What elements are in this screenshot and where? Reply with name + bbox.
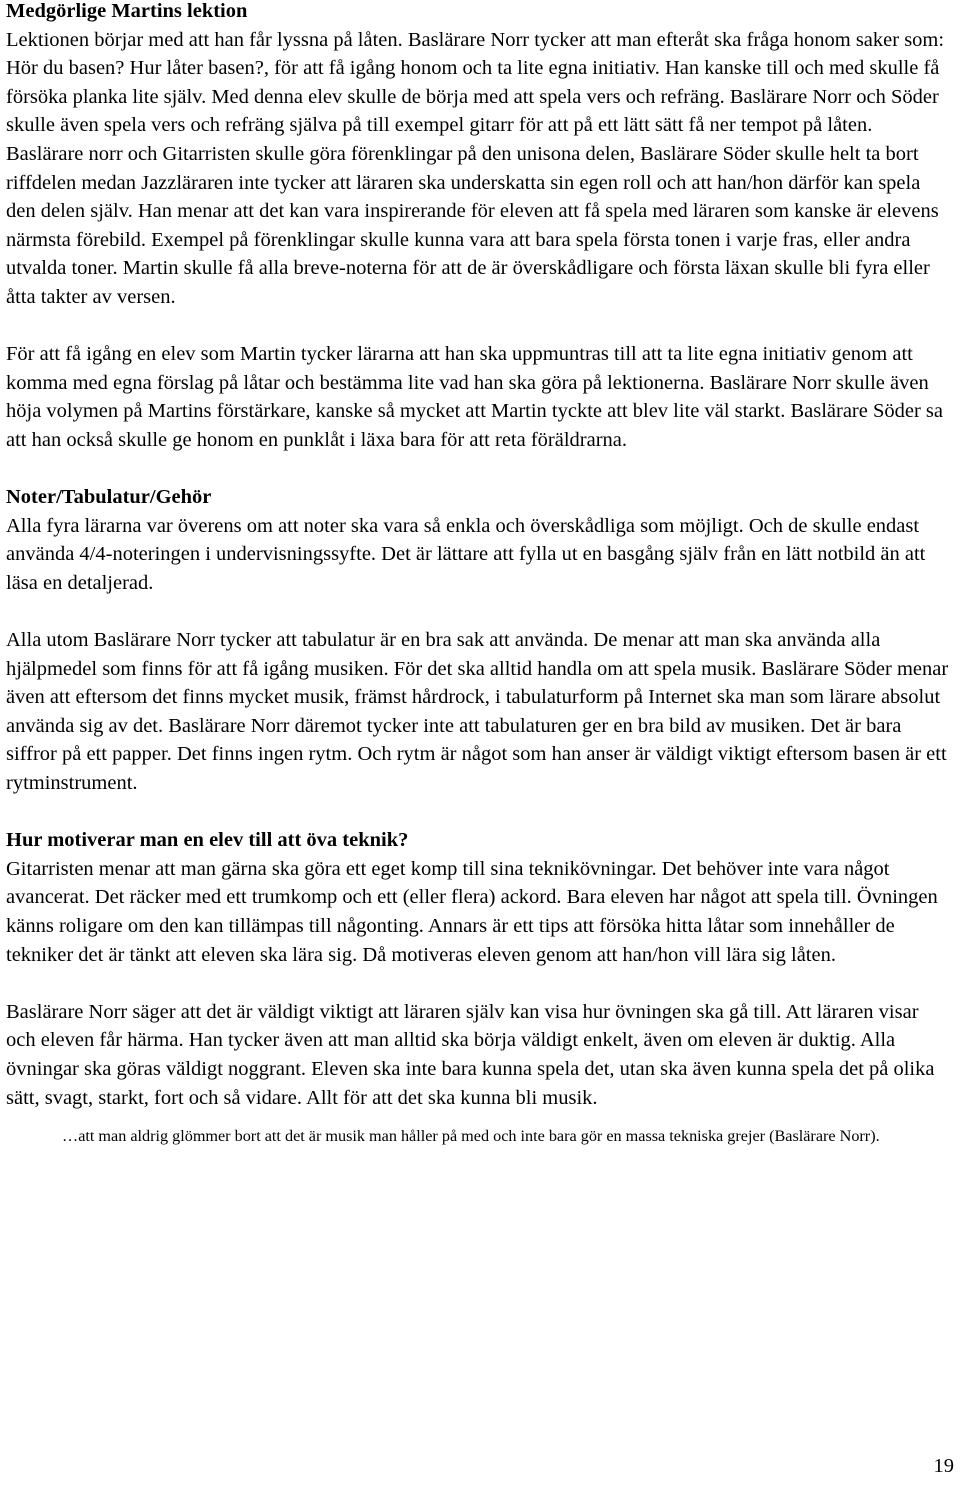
paragraph: Baslärare Norr säger att det är väldigt viktigt att läraren själv kan visa hur övningen ska gå till. Att läraren visar och eleven får härma. Han tycker även att man alltid ska börja väldigt enkelt, även om eleven är duktig. Alla övningar ska göras väldigt noggrant. Eleven ska inte bara kunna spela det, utan ska även kunna spela det på olika sätt, svagt, starkt, fort och så vidare. Allt för att det ska kunna bli musik. (6, 1000, 935, 1109)
section-martin-lesson (6, 0, 950, 483)
block-quote: …att man aldrig glömmer bort att det är musik man håller på med och inte bara gör en massa tekniska grejer (Baslärare Norr). (62, 1127, 880, 1146)
document-page (6, 0, 950, 1149)
paragraph: Alla utom Baslärare Norr tycker att tabulatur är en bra sak att använda. De menar att man ska använda alla hjälpmedel som finns för att få igång musiken. För det ska alltid handla om att spela musik. Baslärare Söder menar även att eftersom det finns mycket musik, främst hårdrock, i tabulaturform på Internet ska man som lärare absolut använda sig av det. Baslärare Norr däremot tycker inte att tabulaturen ger en bra bild av musiken. Det är bara siffror på ett papper. Det finns ingen rytm. Och rytm är något som han anser är väldigt viktigt eftersom basen är ett rytminstrument. (6, 629, 949, 795)
paragraph-gap (6, 597, 950, 626)
paragraph-gap (6, 798, 950, 827)
section-heading: Medgörlige Martins lektion (6, 0, 248, 22)
section-heading: Noter/Tabulatur/Gehör (6, 486, 212, 509)
paragraph: Alla fyra lärarna var överens om att noter ska vara så enkla och överskådliga som möjligt. Och de skulle endast använda 4/4-noteringen i undervisningssyfte. Det är lättare att fylla ut en basgång själv från en lätt notbild än att läsa en detaljerad. (6, 514, 926, 594)
section-notation (6, 483, 950, 826)
paragraph: Gitarristen menar att man gärna ska göra ett eget komp till sina teknikövningar. Det behöver inte vara något avancerat. Det räcker med ett trumkomp och ett (eller flera) ackord. Bara eleven har något att spela till. Övningen känns roligare om den kan tillämpas till någonting. Annars är ett tips att försöka hitta låtar som innehåller de tekniker det är tänkt att eleven ska lära sig. Då motiveras eleven genom att han/hon vill lära sig låten. (6, 857, 938, 966)
section-motivation (6, 826, 950, 1112)
section-heading: Hur motiverar man en elev till att öva teknik? (6, 829, 409, 852)
paragraph-gap (6, 455, 950, 484)
paragraph-gap (6, 969, 950, 998)
paragraph: Lektionen börjar med att han får lyssna på låten. Baslärare Norr tycker att man efteråt ska fråga honom saker som: Hör du basen? Hur låter basen?, för att få igång honom och ta lite egna initiativ. Han kanske till och med skulle få försöka planka lite själv. Med denna elev skulle de börja med att spela vers och refräng. Baslärare Norr och Söder skulle även spela vers och refräng själva på till exempel gitarr för att på ett lätt sätt få ner tempot på låten. Baslärare norr och Gitarristen skulle göra förenklingar på den unisona delen, Baslärare Söder skulle helt ta bort riffdelen medan Jazzläraren inte tycker att läraren ska underskatta sin egen roll och att han/hon därför kan spela den delen själv. Han menar att det kan vara inspirerande för eleven att få spela med läraren som kanske är elevens närmsta förebild. Exempel på förenklingar skulle kunna vara att bara spela första tonen i varje fras, eller andra utvalda toner. Martin skulle få alla breve-noterna för att de är överskådligare och första läxan skulle bli fyra eller åtta takter av versen. (6, 28, 945, 308)
paragraph-gap (6, 312, 950, 341)
page-number: 19 (933, 1455, 954, 1477)
paragraph: För att få igång en elev som Martin tycker lärarna att han ska uppmuntras till att ta lite egna initiativ genom att komma med egna förslag på låtar och bestämma lite vad han ska göra på lektionerna. Baslärare Norr skulle även höja volymen på Martins förstärkare, kanske så mycket att Martin tyckte att blev lite väl starkt. Baslärare Söder sa att han också skulle ge honom en punklåt i läxa bara för att reta föräldrarna. (6, 343, 944, 451)
